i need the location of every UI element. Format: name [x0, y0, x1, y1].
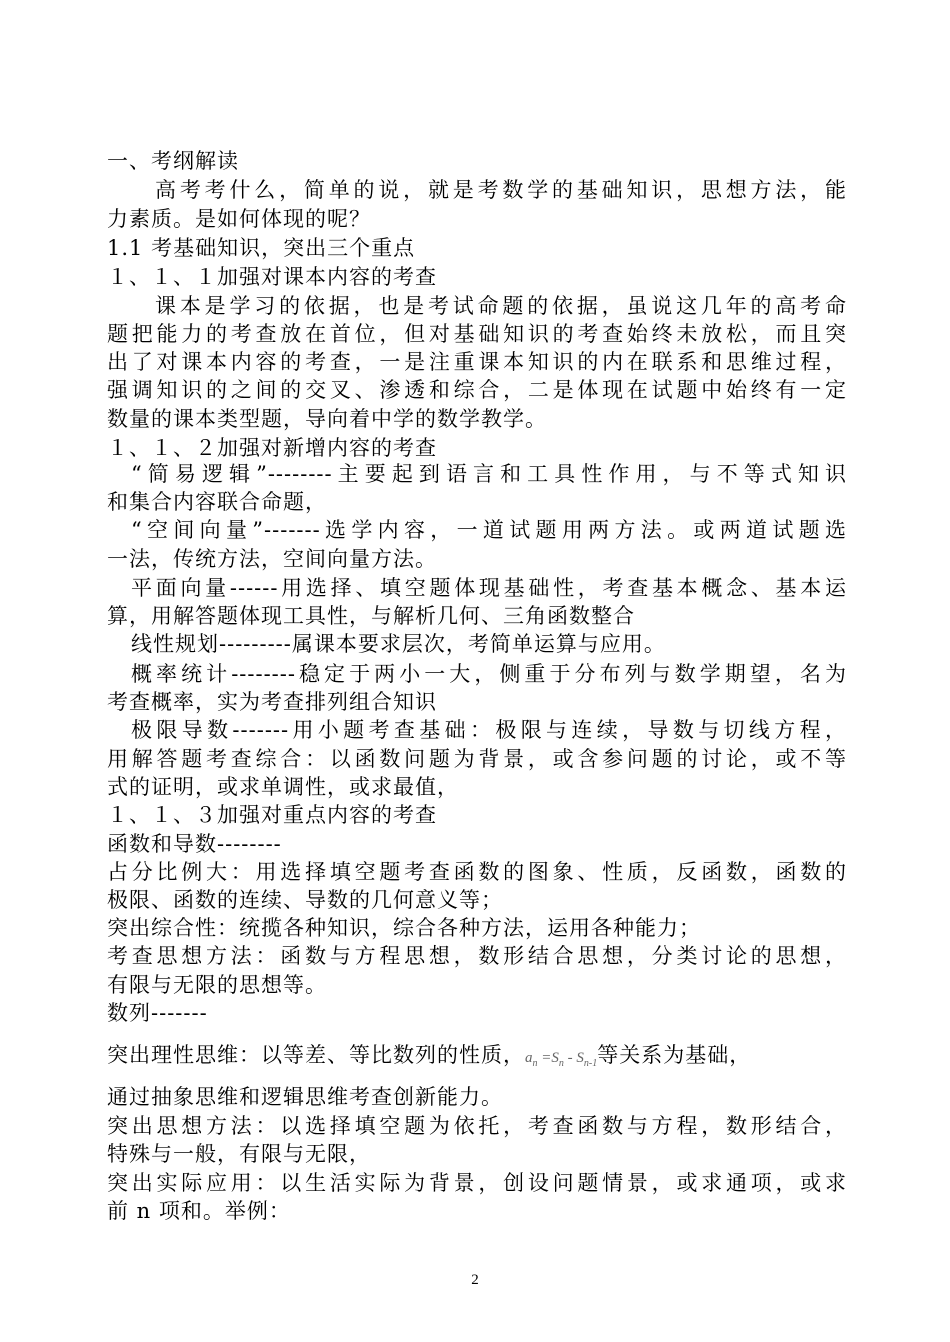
page-number: 2: [471, 1272, 479, 1288]
paragraph-line: 高考考什么，简单的说，就是考数学的基础知识，思想方法，能: [155, 178, 847, 202]
paragraph-line: 题把能力的考查放在首位，但对基础知识的考查始终未放松，而且突: [107, 322, 847, 346]
formula-s1-subscript: n: [558, 1058, 564, 1069]
formula-line: [107, 1041, 847, 1078]
paragraph-line: 特殊与一般，有限与无限，: [107, 1142, 371, 1166]
paragraph-line: 考查思想方法：函数与方程思想，数形结合思想，分类讨论的思想，: [107, 944, 847, 968]
topic-heading: 函数和导数--------: [107, 832, 282, 856]
paragraph-line: 通过抽象思维和逻辑思维考查创新能力。: [107, 1085, 503, 1109]
formula-a: a: [525, 1050, 533, 1066]
paragraph-line: 概率统计--------稳定于两小一大，侧重于分布列与数学期望，名为: [131, 662, 847, 686]
sequence-formula: [525, 1050, 598, 1069]
formula-line-suffix: 等关系为基础，: [597, 1043, 752, 1067]
formula-a-subscript: n: [532, 1058, 538, 1069]
paragraph-line: 突出实际应用：以生活实际为背景，创设问题情景，或求通项，或求: [107, 1171, 847, 1195]
subsection-heading: １、１、３加强对重点内容的考查: [107, 803, 437, 827]
paragraph-line: 和集合内容联合命题，: [107, 490, 327, 514]
paragraph-line: 占分比例大：用选择填空题考查函数的图象、性质，反函数，函数的: [107, 860, 847, 884]
subsection-heading: １、１、２加强对新增内容的考查: [107, 436, 437, 460]
paragraph-line: 前 n 项和。举例：: [107, 1199, 291, 1223]
paragraph-line: “简易逻辑”--------主要起到语言和工具性作用，与不等式知识: [131, 462, 847, 486]
paragraph-line: 力素质。是如何体现的呢？: [107, 207, 371, 231]
paragraph-line: 极限、函数的连续、导数的几何意义等；: [107, 888, 503, 912]
formula-minus: -: [563, 1050, 577, 1066]
formula-line-prefix: 突出理性思维：以等差、等比数列的性质，: [107, 1043, 525, 1067]
formula-equals: =: [537, 1050, 552, 1066]
paragraph-line: 有限与无限的思想等。: [107, 973, 327, 997]
paragraph-line: 线性规划---------属课本要求层次，考简单运算与应用。: [131, 632, 666, 656]
paragraph-line: 式的证明，或求单调性，或求最值，: [107, 775, 459, 799]
paragraph-line: “空间向量”-------选学内容，一道试题用两方法。或两道试题选: [131, 518, 847, 542]
topic-heading: 数列-------: [107, 1001, 208, 1025]
paragraph-line: 极限导数-------用小题考查基础：极限与连续，导数与切线方程，: [131, 718, 847, 742]
paragraph-line: 考查概率，实为考查排列组合知识: [107, 690, 437, 714]
paragraph-line: 突出思想方法：以选择填空题为依托，考查函数与方程，数形结合，: [107, 1114, 847, 1138]
paragraph-line: 用解答题考查综合：以函数问题为背景，或含参问题的讨论，或不等: [107, 747, 847, 771]
formula-s1: S: [551, 1050, 559, 1066]
paragraph-line: 一法，传统方法，空间向量方法。: [107, 547, 437, 571]
formula-s2-subscript: n-1: [583, 1058, 598, 1069]
subsection-heading: 1.1 考基础知识，突出三个重点: [107, 236, 416, 260]
paragraph-line: 课本是学习的依据，也是考试命题的依据，虽说这几年的高考命: [155, 294, 847, 318]
paragraph-line: 出了对课本内容的考查，一是注重课本知识的内在联系和思维过程，: [107, 350, 847, 374]
paragraph-line: 平面向量------用选择、填空题体现基础性，考查基本概念、基本运: [131, 576, 847, 600]
paragraph-line: 算，用解答题体现工具性，与解析几何、三角函数整合: [107, 604, 635, 628]
paragraph-line: 突出综合性：统揽各种知识，综合各种方法，运用各种能力；: [107, 916, 701, 940]
paragraph-line: 数量的课本类型题，导向着中学的数学教学。: [107, 407, 547, 431]
formula-s2: S: [576, 1050, 584, 1066]
paragraph-line: 强调知识的之间的交叉、渗透和综合，二是体现在试题中始终有一定: [107, 378, 847, 402]
section-heading: 一、考纲解读: [107, 149, 239, 173]
subsection-heading: １、１、１加强对课本内容的考查: [107, 265, 437, 289]
